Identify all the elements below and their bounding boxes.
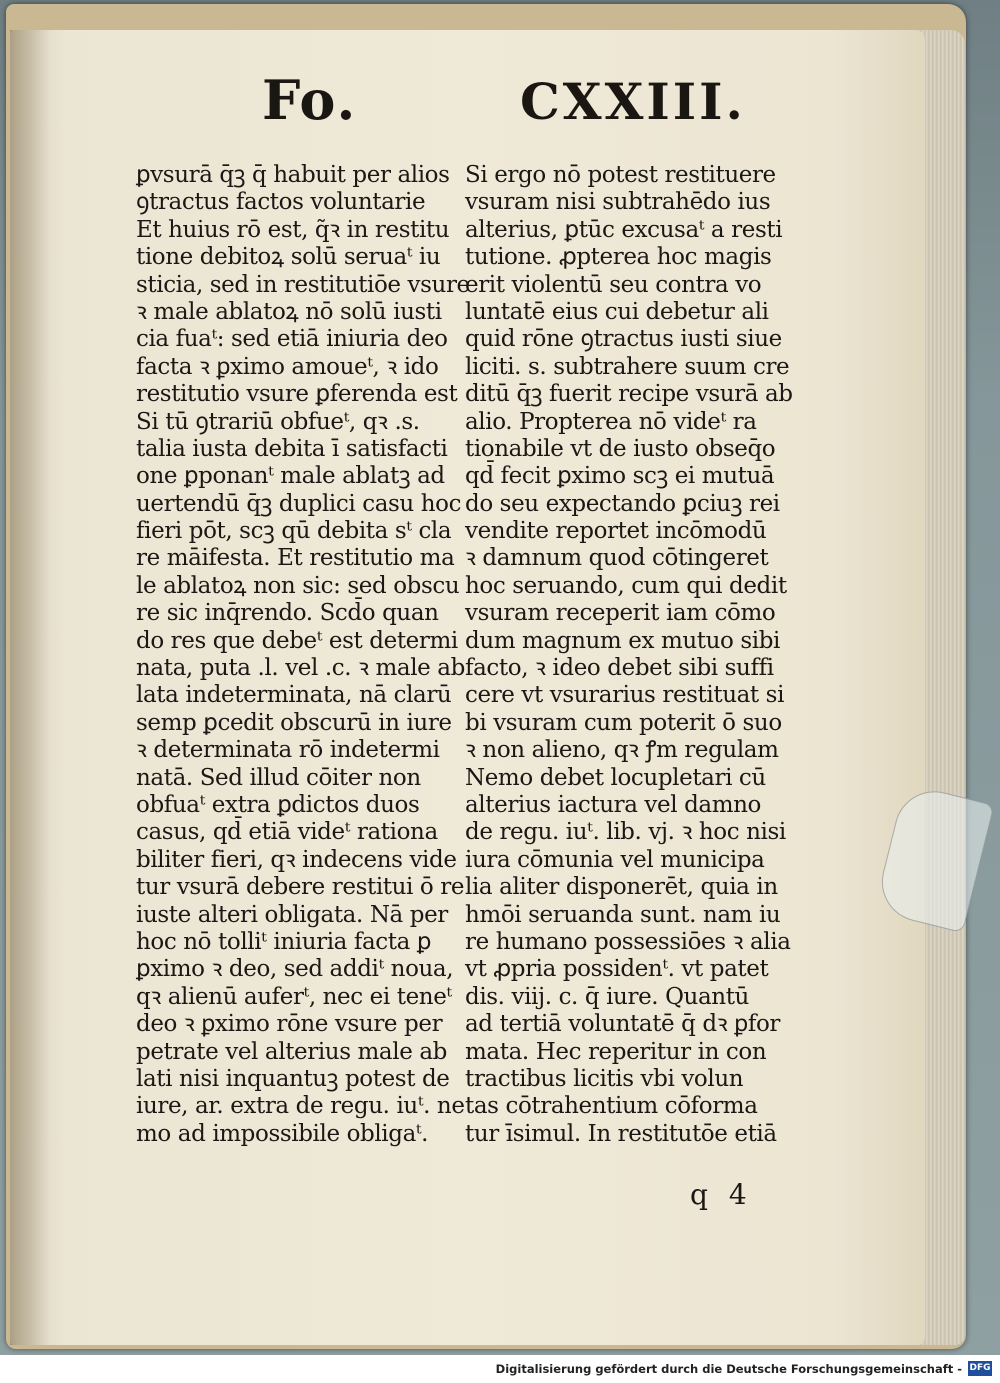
text-line: do seu expectando ꝑciuꝫ rei (465, 490, 780, 517)
signature-mark: q 4 (690, 1178, 753, 1211)
text-line: casus, qd̄ etiā videᵗ rationa (136, 819, 438, 846)
text-line: facta ꝛ ꝑximo amoueᵗ, ꝛ ido (136, 353, 439, 380)
text-line: tionabile vt de iusto obseq̄o (465, 435, 776, 462)
text-line: ꝛ male ablatoꝝ nō solū iusti (136, 298, 442, 325)
dfg-logo: DFG (968, 1361, 992, 1376)
folio-label: Fo. (262, 68, 358, 132)
text-line: ditū q̄ꝫ fuerit recipe vsurā ab (465, 381, 793, 408)
text-line: Et huius rō est, q̃ꝛ in restitu (136, 216, 450, 243)
text-line: nata, puta .l. vel .c. ꝛ male ab (136, 655, 465, 682)
text-line: hoc nō tolliᵗ iniuria facta ꝑ (136, 928, 432, 955)
text-line: de regu. iuᵗ. lib. vj. ꝛ hoc nisi (465, 819, 786, 846)
text-line: cere vt vsurarius restituat si (465, 682, 785, 709)
right-text-column (465, 162, 795, 1148)
text-line: hoc seruando, cum qui dedit (465, 572, 787, 599)
text-line: fieri pōt, scꝫ qū debita sᵗ cla (136, 518, 452, 545)
text-line: bi vsuram cum poterit ō suo (465, 709, 782, 736)
text-line: vsuram nisi subtrahēdo ius (465, 189, 771, 216)
text-line: alterius iactura vel damno (465, 791, 762, 818)
text-line: Nemo debet locupletari cū (465, 764, 766, 791)
text-line: biliter fieri, qꝛ indecens vide (136, 846, 457, 873)
text-line: vt ꝓpria possidenᵗ. vt patet (465, 956, 769, 983)
text-line: tas cōtrahentium cōforma (465, 1093, 758, 1120)
text-line: one ꝑponanᵗ male ablatꝫ ad (136, 463, 445, 490)
text-line: hmōi seruanda sunt. nam iu (465, 901, 781, 928)
text-line: tione debitoꝝ solū seruaᵗ iu (136, 244, 441, 271)
text-line: tutione. ꝓpterea hoc magis (465, 244, 772, 271)
text-line: ad tertiā voluntatē q̄ dꝛ ꝑfor (465, 1011, 781, 1038)
text-line: re sic inq̄rendo. Scd̄o quan (136, 600, 439, 627)
text-line: alio. Propterea nō videᵗ ra (465, 408, 757, 435)
text-line: cia fuaᵗ: sed etiā iniuria deo (136, 326, 448, 353)
text-line: petrate vel alterius male ab (136, 1038, 447, 1065)
text-line: ꝑvsurā q̄ꝫ q̄ habuit per alios (136, 162, 450, 188)
text-line: do res que debeᵗ est determi (136, 627, 458, 654)
text-line: ꝛ determinata rō indetermi (136, 737, 440, 764)
text-line: iure, ar. extra de regu. iuᵗ. ne (136, 1093, 465, 1120)
text-line: Si tū ꝯtrariū obfueᵗ, qꝛ .s. (136, 408, 420, 435)
text-line: qꝛ alienū auferᵗ, nec ei teneᵗ (136, 983, 452, 1010)
text-line: liciti. s. subtrahere suum cre (465, 353, 790, 380)
text-line: le ablatoꝝ non sic: sed obscu (136, 572, 460, 599)
text-line: lia aliter disponerēt, quia in (465, 874, 778, 901)
gutter-shadow (10, 30, 50, 1345)
text-line: tur īsimul. In restitutōe etiā (465, 1120, 777, 1147)
text-line: talia iusta debita ī satisfacti (136, 435, 448, 462)
text-line: mo ad impossibile obligaᵗ. (136, 1120, 429, 1147)
text-line: semp ꝑcedit obscurū in iure (136, 709, 452, 736)
text-line: quid rōne ꝯtractus iusti siue (465, 326, 782, 353)
text-line: iura cōmunia vel municipa (465, 846, 765, 873)
text-line: ꝛ damnum quod cōtingeret (465, 545, 769, 572)
text-line: re māifesta. Et restitutio ma (136, 545, 455, 572)
page-header (10, 68, 925, 138)
text-line: alterius, ꝑtūc excusaᵗ a resti (465, 216, 783, 243)
text-line: lata indeterminata, nā clarū (136, 682, 452, 709)
footer-bar (0, 1355, 1000, 1383)
text-line: mata. Hec reperitur in con (465, 1038, 767, 1065)
folio-number: CXXIII. (520, 72, 746, 131)
text-line: vsuram receperit iam cōmo (465, 600, 776, 627)
book-page (10, 30, 925, 1345)
text-line: ꝛ non alieno, qꝛ ꝭm regulam (465, 737, 779, 764)
text-line: vendite reportet incōmodū (465, 518, 767, 545)
text-line: Si ergo nō potest restituere (465, 162, 776, 188)
text-line: tur vsurā debere restitui ō re (136, 874, 465, 901)
text-line: qd̄ fecit ꝑximo scꝫ ei mutuā (465, 463, 775, 490)
text-line: deo ꝛ ꝑximo rōne vsure per (136, 1011, 443, 1038)
text-line: ꝯtractus factos voluntarie (136, 189, 426, 216)
text-line: restitutio vsure ꝑferenda est (136, 381, 458, 408)
text-line: lati nisi inquantuꝫ potest de (136, 1065, 450, 1092)
text-line: facto, ꝛ ideo debet sibi suffi (465, 655, 774, 682)
text-line: obfuaᵗ extra ꝑdictos duos (136, 791, 420, 818)
text-line: erit violentū seu contra vo (465, 271, 762, 298)
text-line: luntatē eius cui debetur ali (465, 298, 769, 325)
text-line: dum magnum ex mutuo sibi (465, 627, 781, 654)
text-line: uertendū q̄ꝫ duplici casu hoc (136, 490, 462, 517)
footer-credit: Digitalisierung gefördert durch die Deutsche Forschungsgemeinschaft - (495, 1362, 962, 1376)
text-line: ꝑximo ꝛ deo, sed addiᵗ noua, (136, 956, 454, 983)
text-line: sticia, sed in restitutiōe vsure (136, 271, 470, 298)
text-line: dis. viij. c. q̄ iure. Quantū (465, 983, 749, 1010)
text-line: iuste alteri obligata. Nā per (136, 901, 448, 928)
text-line: re humano possessiōes ꝛ alia (465, 928, 791, 955)
text-line: tractibus licitis vbi volun (465, 1065, 744, 1092)
left-text-column (136, 162, 470, 1148)
text-line: natā. Sed illud cōiter non (136, 764, 421, 791)
